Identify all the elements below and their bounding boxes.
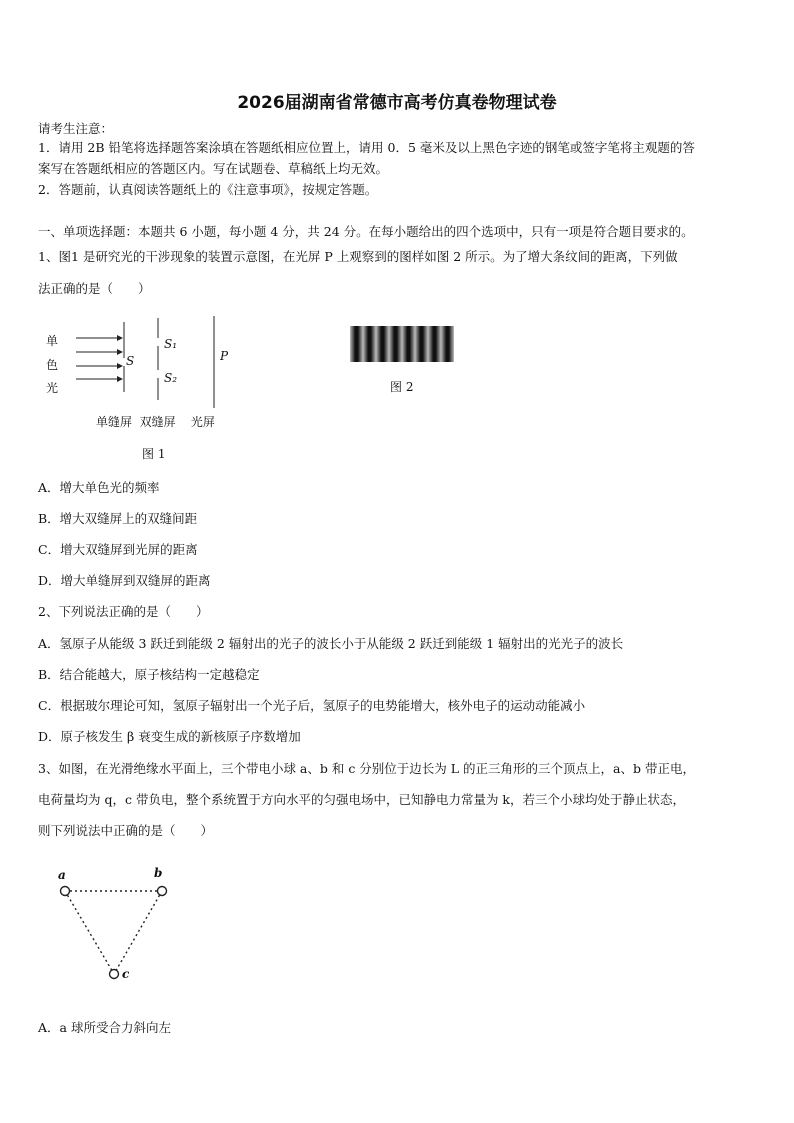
screen-labels: 单缝屏 双缝屏 光屏 [96,415,215,429]
figure-1 [40,316,240,461]
light-char-1: 单 [46,334,59,348]
figure-2-caption: 图 2 [390,380,414,394]
dark-fringe [363,326,376,362]
label-b: b [154,866,163,880]
label-S: S [126,354,135,368]
charge-c [110,970,119,979]
q3-stem: 3、如图，在光滑绝缘水平面上，三个带电小球 a、b 和 c 分别位于边长为 L 的正三角形的三个顶点上，a、b 带正电， [38,761,695,776]
dark-fringe [428,326,441,362]
q1-stem: 1、图1 是研究光的干涉现象的装置示意图，在光屏 P 上观察到的图样如图 2 所示。为了增大条纹间的距离，下列做 [38,249,678,264]
light-char-2: 色 [46,358,59,372]
dark-fringe [402,326,415,362]
q2-option-b: B．结合能越大，原子核结构一定越稳定 [38,667,260,682]
notice-line-1: 1．请用 2B 铅笔将选择题答案涂填在答题纸相应位置上，请用 0．5 毫米及以上黑色字迹的钢笔或签字笔将主观题的答 [38,140,695,155]
q1-option-a: A．增大单色光的频率 [38,480,160,495]
page-title: 2026届湖南省常德市高考仿真卷物理试卷 [237,93,557,113]
figure-2-fringes [350,326,454,362]
label-c: c [122,967,130,981]
label-P: P [220,349,229,363]
dark-fringe [441,326,454,362]
label-a: a [58,868,66,882]
notice-line-1b: 案写在答题纸相应的答题区内。写在试题卷、草稿纸上均无效。 [38,161,389,176]
notice-line-2: 2．答题前，认真阅读答题纸上的《注意事项》，按规定答题。 [38,182,378,197]
figure-1-caption: 图 1 [142,447,166,461]
dark-fringe [389,326,402,362]
q3-stem-cont-2: 则下列说法中正确的是（ ） [38,823,214,838]
q2-option-d: D．原子核发生 β 衰变生成的新核原子序数增加 [38,729,301,744]
dark-fringe [376,326,389,362]
dark-fringe [350,326,363,362]
light-char-3: 光 [46,381,59,395]
triangle-diagram [50,864,190,989]
notice-heading: 请考生注意： [38,121,114,136]
label-S2: S₂ [164,371,178,385]
q1-option-b: B．增大双缝屏上的双缝间距 [38,511,198,526]
charge-a [61,887,70,896]
q2-option-a: A．氢原子从能级 3 跃迁到能级 2 辐射出的光子的波长小于从能级 2 跃迁到能级 1 辐射出的光光子的波长 [38,636,624,651]
q2-stem: 2、下列说法正确的是（ ） [38,604,209,619]
q2-option-c: C．根据玻尔理论可知，氢原子辐射出一个光子后，氢原子的电势能增大，核外电子的运动动能减小 [38,698,586,713]
q1-option-d: D．增大单缝屏到双缝屏的距离 [38,573,211,588]
label-S1: S₁ [164,337,178,351]
q1-option-c: C．增大双缝屏到光屏的距离 [38,542,198,557]
q3-stem-cont: 电荷量均为 q，c 带负电，整个系统置于方向水平的匀强电场中，已知静电力常量为 k，若三个小球均处于静止状态， [38,792,685,807]
apparatus-diagram [40,316,240,416]
dark-fringe [415,326,428,362]
q1-stem-cont: 法正确的是（ ） [38,281,151,296]
q3-option-a: A．a 球所受合力斜向左 [38,1020,171,1035]
charge-b [158,887,167,896]
section-heading: 一、单项选择题：本题共 6 小题，每小题 4 分，共 24 分。在每小题给出的四个选项中，只有一项是符合题目要求的。 [38,224,694,239]
figure-3 [50,864,190,989]
